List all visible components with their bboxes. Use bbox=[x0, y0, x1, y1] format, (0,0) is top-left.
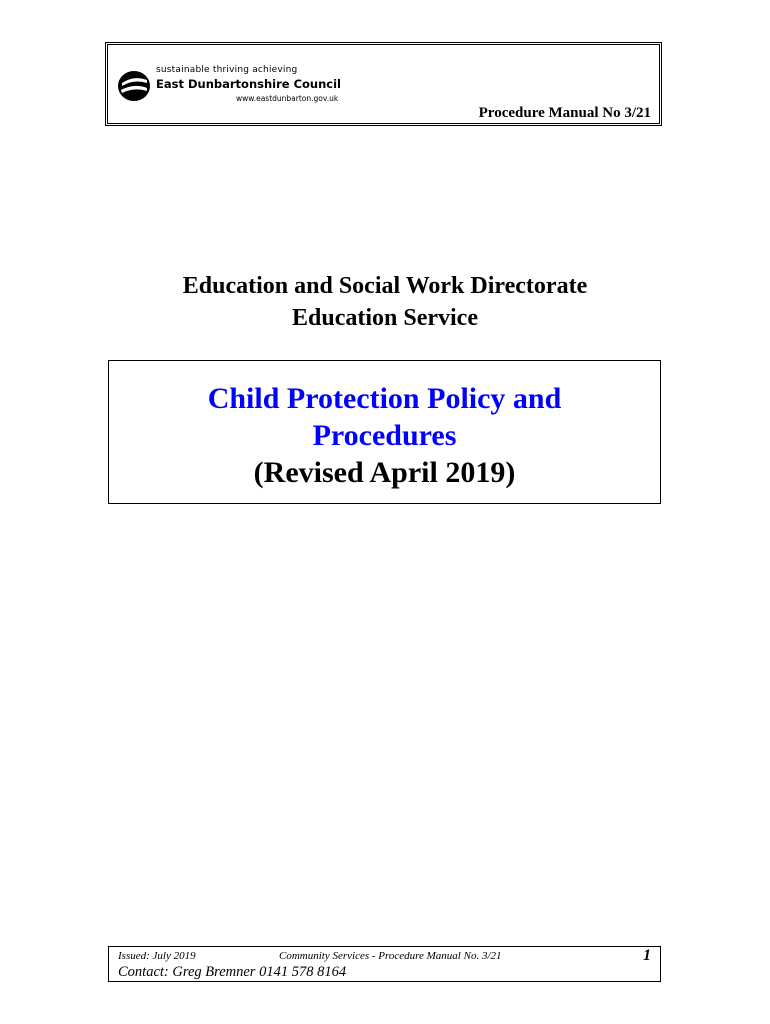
issued-date: Issued: July 2019 bbox=[118, 950, 196, 962]
revision-date: (Revised April 2019) bbox=[253, 456, 516, 489]
council-logo-mark-icon bbox=[116, 69, 152, 103]
council-logo bbox=[116, 65, 356, 109]
document-title-line-1: Child Protection Policy and bbox=[207, 382, 562, 415]
footer-reference: Community Services - Procedure Manual No. 3/21 bbox=[279, 950, 502, 962]
logo-tagline: sustainable thriving achieving bbox=[156, 65, 298, 75]
header-box bbox=[105, 42, 662, 126]
document-title-line-2: Procedures bbox=[312, 419, 457, 452]
logo-organisation-name: East Dunbartonshire Council bbox=[156, 77, 341, 91]
service-name: Education Service bbox=[292, 305, 478, 331]
page-number: 1 bbox=[643, 947, 651, 964]
directorate-heading bbox=[0, 270, 770, 334]
title-box bbox=[108, 360, 661, 504]
directorate-name: Education and Social Work Directorate bbox=[182, 273, 588, 299]
procedure-manual-number: Procedure Manual No 3/21 bbox=[478, 105, 651, 121]
logo-website: www.eastdunbarton.gov.uk bbox=[236, 94, 339, 103]
footer-box bbox=[108, 946, 661, 982]
contact-info: Contact: Greg Bremner 0141 578 8164 bbox=[118, 964, 347, 980]
